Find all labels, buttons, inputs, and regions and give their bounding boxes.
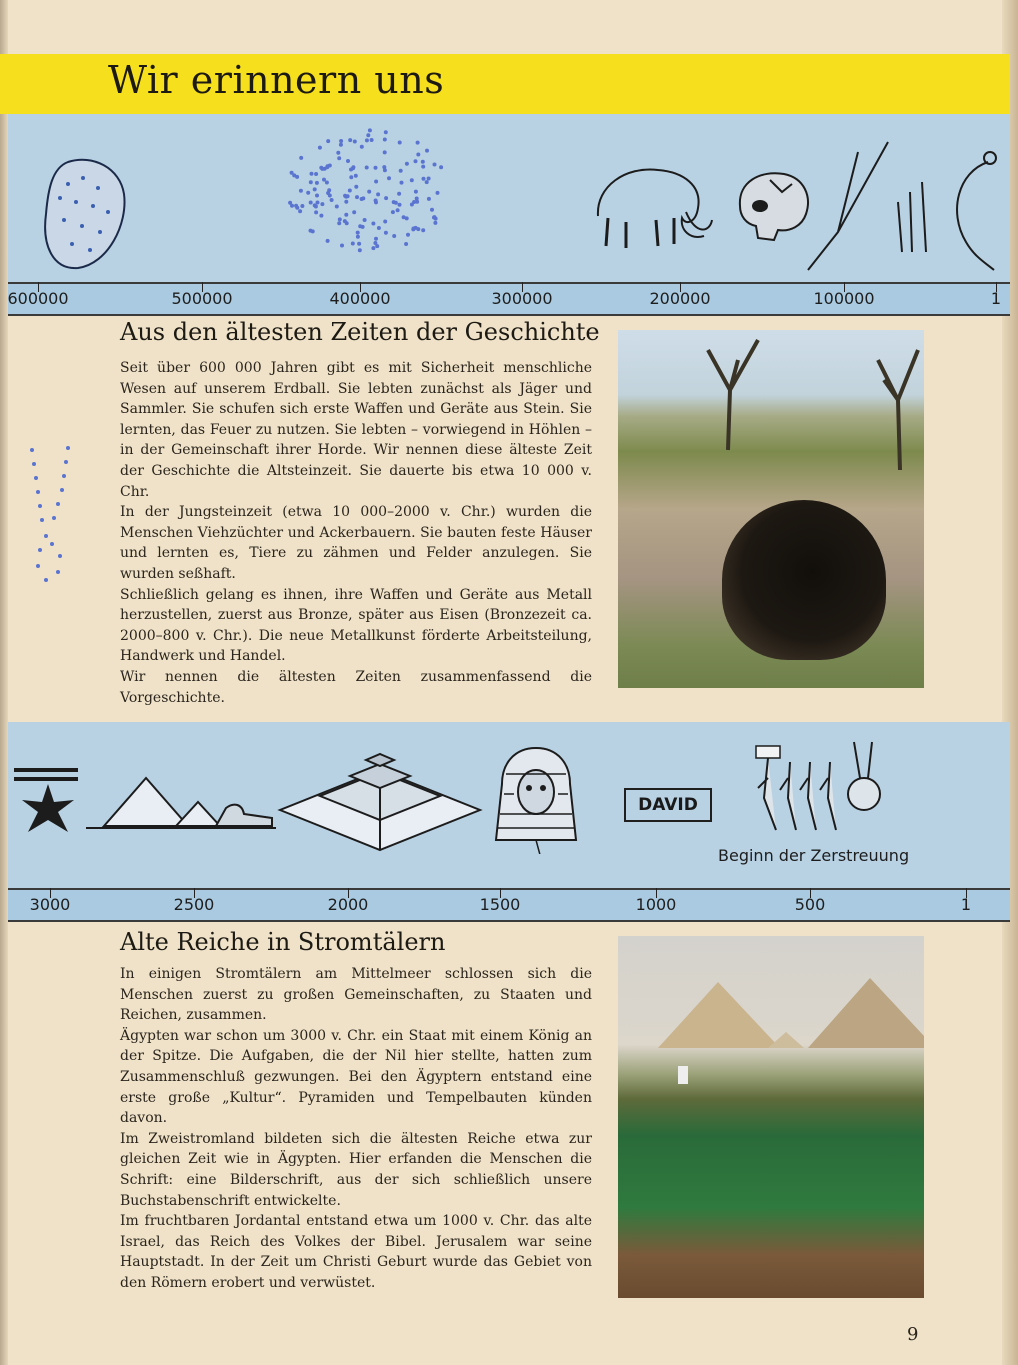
section-heading-kingdoms: Alte Reiche in Stromtälern: [120, 928, 446, 956]
timeline-tick-label: 600000: [7, 289, 69, 308]
cave-photo: [618, 330, 924, 688]
timeline-tick-label: 1500: [479, 895, 521, 914]
paragraph: Seit über 600 000 Jahren gibt es mit Sicherheit menschliche Wesen auf unserem Erdball. Sie lebten zunächst als Jäger und Sammler. Sie schufen sich erste Waffen und Geräte aus Stein. Sie lernten, das Feuer zu nutzen. Sie lebten – vorwiegend in Höhlen – in der Gemeinschaft ihrer Horde. Wir nennen diese älteste Zeit der Geschichte die Altsteinzeit. Sie dauerte bis etwa 10 000 v. Chr.: [120, 360, 592, 500]
paragraph: Im Zweistromland bildeten sich die ältesten Reiche etwa zur gleichen Zeit wie in Ägypten. Hier erfanden die Menschen die Schrift: eine Bilderschrift, aus der sich schließlich unsere Buchstabenschrift entwickelte.: [120, 1130, 592, 1209]
paragraph: Im fruchtbaren Jordantal entstand etwa um 1000 v. Chr. das alte Israel, das Reich des Volkes der Bibel. Jerusalem war seine Hauptstadt. In der Zeit um Christi Geburt wurde das Gebiet von den Römern erobert und verwüstet.: [120, 1213, 592, 1291]
captives-relief-icon: [748, 738, 888, 838]
hand-axe-icon: [38, 154, 130, 274]
ziggurat-icon: [270, 740, 490, 860]
section-heading-prehistory: Aus den ältesten Zeiten der Geschichte: [120, 318, 600, 346]
star-seal-icon: [18, 780, 78, 836]
paragraph: In einigen Stromtälern am Mittelmeer schlossen sich die Menschen zuerst zu großen Gemeinschaften, zu Staaten und Reichen, zusammen.: [120, 966, 592, 1024]
necklace-dots-icon: [26, 440, 76, 600]
section-text-kingdoms: [120, 964, 592, 1294]
timeline-tick-label: 1: [990, 289, 1002, 308]
timeline-tick-label: 300000: [491, 289, 553, 308]
diaspora-caption: Beginn der Zerstreuung: [718, 846, 910, 865]
bronze-tools-icon: [798, 132, 1008, 282]
page-title: Wir erinnern uns: [108, 58, 445, 102]
paragraph: In der Jungsteinzeit (etwa 10 000–2000 v. Chr.) wurden die Menschen Viehzüchter und Ackerbauern. Sie bauten feste Häuser und lernten es, Tiere zu zähmen und Felder anzulegen. Sie wurden seßhaft.: [120, 504, 592, 582]
paragraph: Schließlich gelang es ihnen, ihre Waffen und Geräte aus Metall herzustellen, zuerst aus Bronze, später aus Eisen (Bronzezeit ca. 2000–800 v. Chr.). Die neue Metallkunst förderte Arbeitsteilung, Handwerk und Handel.: [120, 586, 592, 665]
timeline-ruler-prehistory: [8, 282, 1010, 316]
timeline-tick-label: 500000: [171, 289, 233, 308]
timeline-tick-label: 2500: [173, 895, 215, 914]
page-number: 9: [907, 1324, 919, 1345]
tree-silhouettes: [618, 330, 924, 470]
mammoth-icon: [586, 156, 716, 252]
timeline-tick-label: 500: [794, 895, 826, 914]
timeline-tick-label: 200000: [649, 289, 711, 308]
title-band: [0, 54, 1010, 114]
timeline-ruler-ancient: [8, 888, 1010, 922]
pyramids-photo: [618, 936, 924, 1298]
section-text-prehistory: [120, 358, 592, 708]
timeline-tick-label: 100000: [813, 289, 875, 308]
david-label: DAVID: [624, 788, 712, 822]
timeline-tick-label: 2000: [327, 895, 369, 914]
timeline-tick-label: 1000: [635, 895, 677, 914]
timeline-tick-label: 1: [960, 895, 972, 914]
pharaoh-mask-icon: [492, 744, 580, 854]
pyramid-silhouettes: [618, 936, 924, 1298]
fire-dots-icon: [278, 120, 458, 258]
timeline-tick-label: 3000: [29, 895, 71, 914]
pyramids-sphinx-icon: [86, 774, 276, 832]
paragraph: Ägypten war schon um 3000 v. Chr. ein Staat mit einem König an der Spitze. Die Aufgaben, die der Nil hier stellte, hatten zum Zusammenschluß gezwungen. Bei den Ägyptern entstand eine erste große „Kultur“. Pyramiden und Tempelbauten künden davon.: [120, 1027, 592, 1127]
timeline-tick-label: 400000: [329, 289, 391, 308]
page-binding-shadow: [0, 0, 8, 1365]
paragraph: Wir nennen die ältesten Zeiten zusammenfassend die Vorgeschichte.: [120, 668, 592, 706]
cave-opening: [722, 500, 886, 660]
prehistory-illustration-band: [8, 114, 1010, 282]
